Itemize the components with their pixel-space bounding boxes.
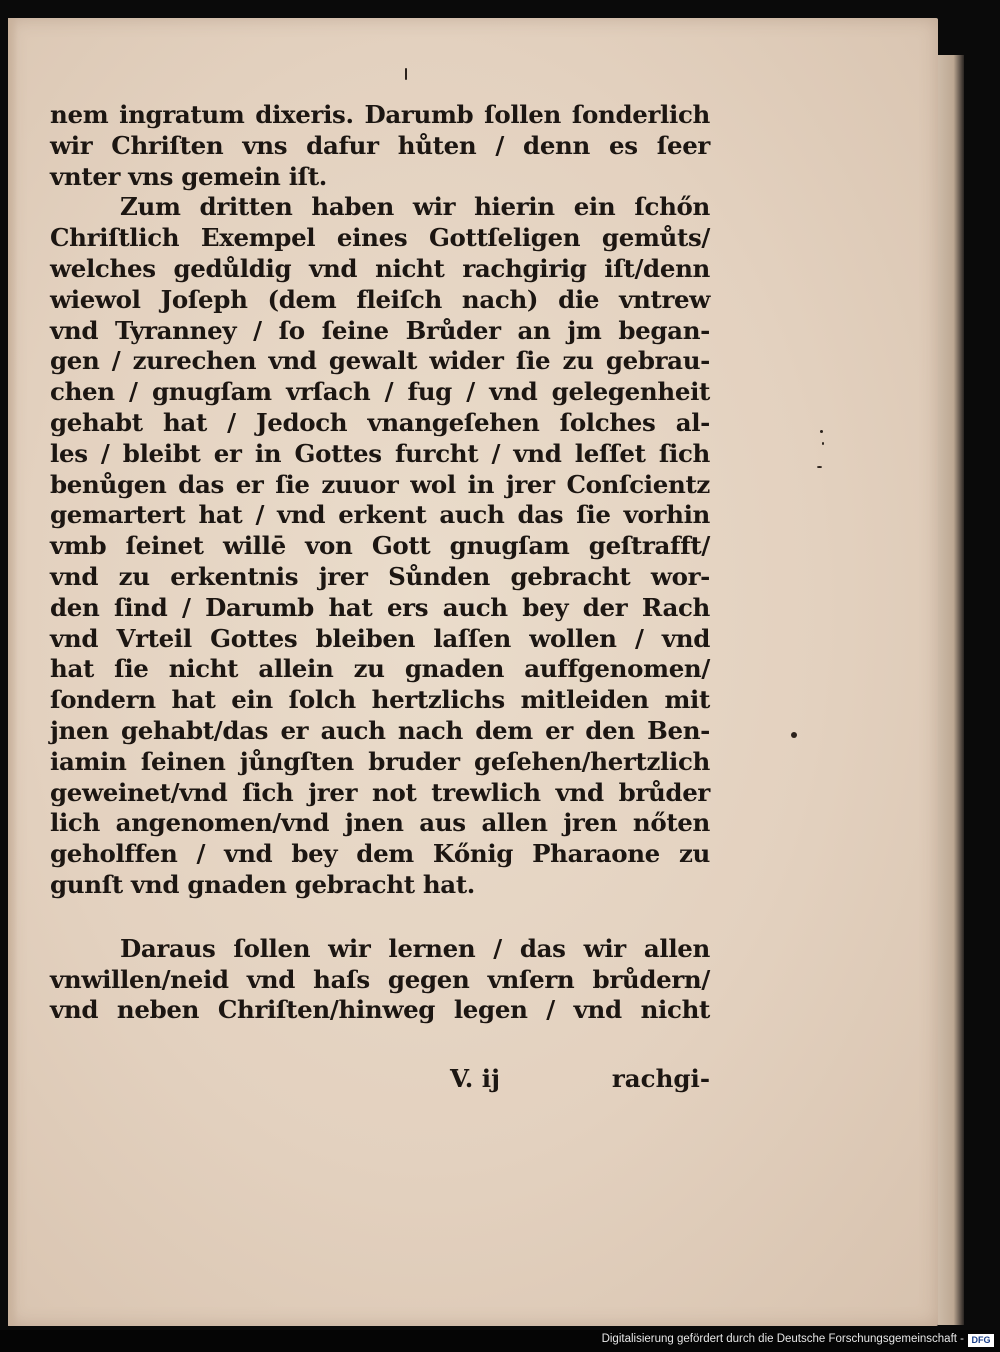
text-line: hat ſie nicht allein zu gnaden auffgenomen/: [50, 654, 710, 684]
text-line: iamin ſeinen jůngſten bruder geſehen/hertzlich: [50, 746, 710, 776]
catchword: rachgi-: [611, 1064, 710, 1093]
footer-bar: [0, 1330, 1000, 1352]
text-line: geweinet/vnd ſich jrer not trewlich vnd brůder: [50, 777, 710, 807]
text-line: Chriſtlich Exempel eines Gottſeligen gemůts/: [50, 223, 710, 253]
text-line: vmb ſeinet willē von Gott gnugſam geſtrafft/: [50, 531, 710, 561]
text-line: wiewol Joſeph (dem fleiſch nach) die vntrew: [50, 284, 710, 314]
text-line: ſondern hat ein ſolch hertzlichs mitleiden mit: [50, 685, 710, 715]
page-gutter: [8, 18, 18, 1326]
text-line: nem ingratum dixeris. Darumb ſollen ſonderlich: [50, 100, 710, 129]
ink-speck: [405, 68, 407, 80]
text-line: Daraus ſollen wir lernen / das wir allen: [120, 933, 710, 963]
text-line: wir Chriſten vns dafur hůten / denn es ſeer: [50, 130, 710, 160]
text-line: vnwillen/neid vnd haſs gegen vnſern brůdern/: [50, 964, 710, 994]
funding-credit: Digitalisierung gefördert durch die Deutsche Forschungsgemeinschaft -: [601, 1333, 964, 1345]
text-line: Zum dritten haben wir hierin ein ſchőn: [120, 192, 710, 222]
text-line: jnen gehabt/das er auch nach dem er den Ben-: [50, 715, 710, 745]
text-line: vnd zu erkentnis jrer Sůnden gebracht wor-: [50, 561, 710, 591]
text-line: benůgen das er ſie zuuor wol in jrer Conſcientz: [50, 469, 710, 499]
ink-speck: [822, 442, 824, 445]
page-foot: [450, 1064, 710, 1098]
text-line: gunſt vnd gnaden gebracht hat.: [50, 869, 475, 899]
text-line: geholffen / vnd bey dem Kőnig Pharaone zu: [50, 839, 710, 869]
page-text: [50, 100, 710, 1026]
text-line: gen / zurechen vnd gewalt wider ſie zu gebrau-: [50, 346, 710, 376]
paragraph-gap: [50, 901, 710, 934]
ink-speck: [817, 466, 822, 468]
text-line: vnd Tyranney / ſo ſeine Brůder an jm began-: [50, 315, 710, 345]
signature-mark: V. ij: [450, 1064, 500, 1093]
ink-speck: [791, 732, 797, 738]
text-line: gemartert hat / vnd erkent auch das ſie vorhin: [50, 500, 710, 530]
text-line: les / bleibt er in Gottes furcht / vnd leſſet ſich: [50, 438, 710, 468]
text-line: den ſind / Darumb hat ers auch bey der Rach: [50, 592, 710, 622]
dfg-logo: DFG: [968, 1334, 994, 1347]
text-line: vnter vns gemein iſt.: [50, 161, 327, 191]
text-line: lich angenomen/vnd jnen aus allen jren nőten: [50, 808, 710, 838]
text-line: welches gedůldig vnd nicht rachgirig iſt/denn: [50, 253, 710, 283]
text-line: vnd Vrteil Gottes bleiben laſſen wollen / vnd: [50, 623, 710, 653]
page-edge: [938, 55, 964, 1325]
ink-speck: [820, 430, 823, 433]
text-line: vnd neben Chriſten/hinweg legen / vnd nicht: [50, 995, 710, 1025]
text-line: gehabt hat / Jedoch vnangeſehen ſolches al-: [50, 407, 710, 437]
text-line: chen / gnugſam vrſach / fug / vnd gelegenheit: [50, 377, 710, 407]
